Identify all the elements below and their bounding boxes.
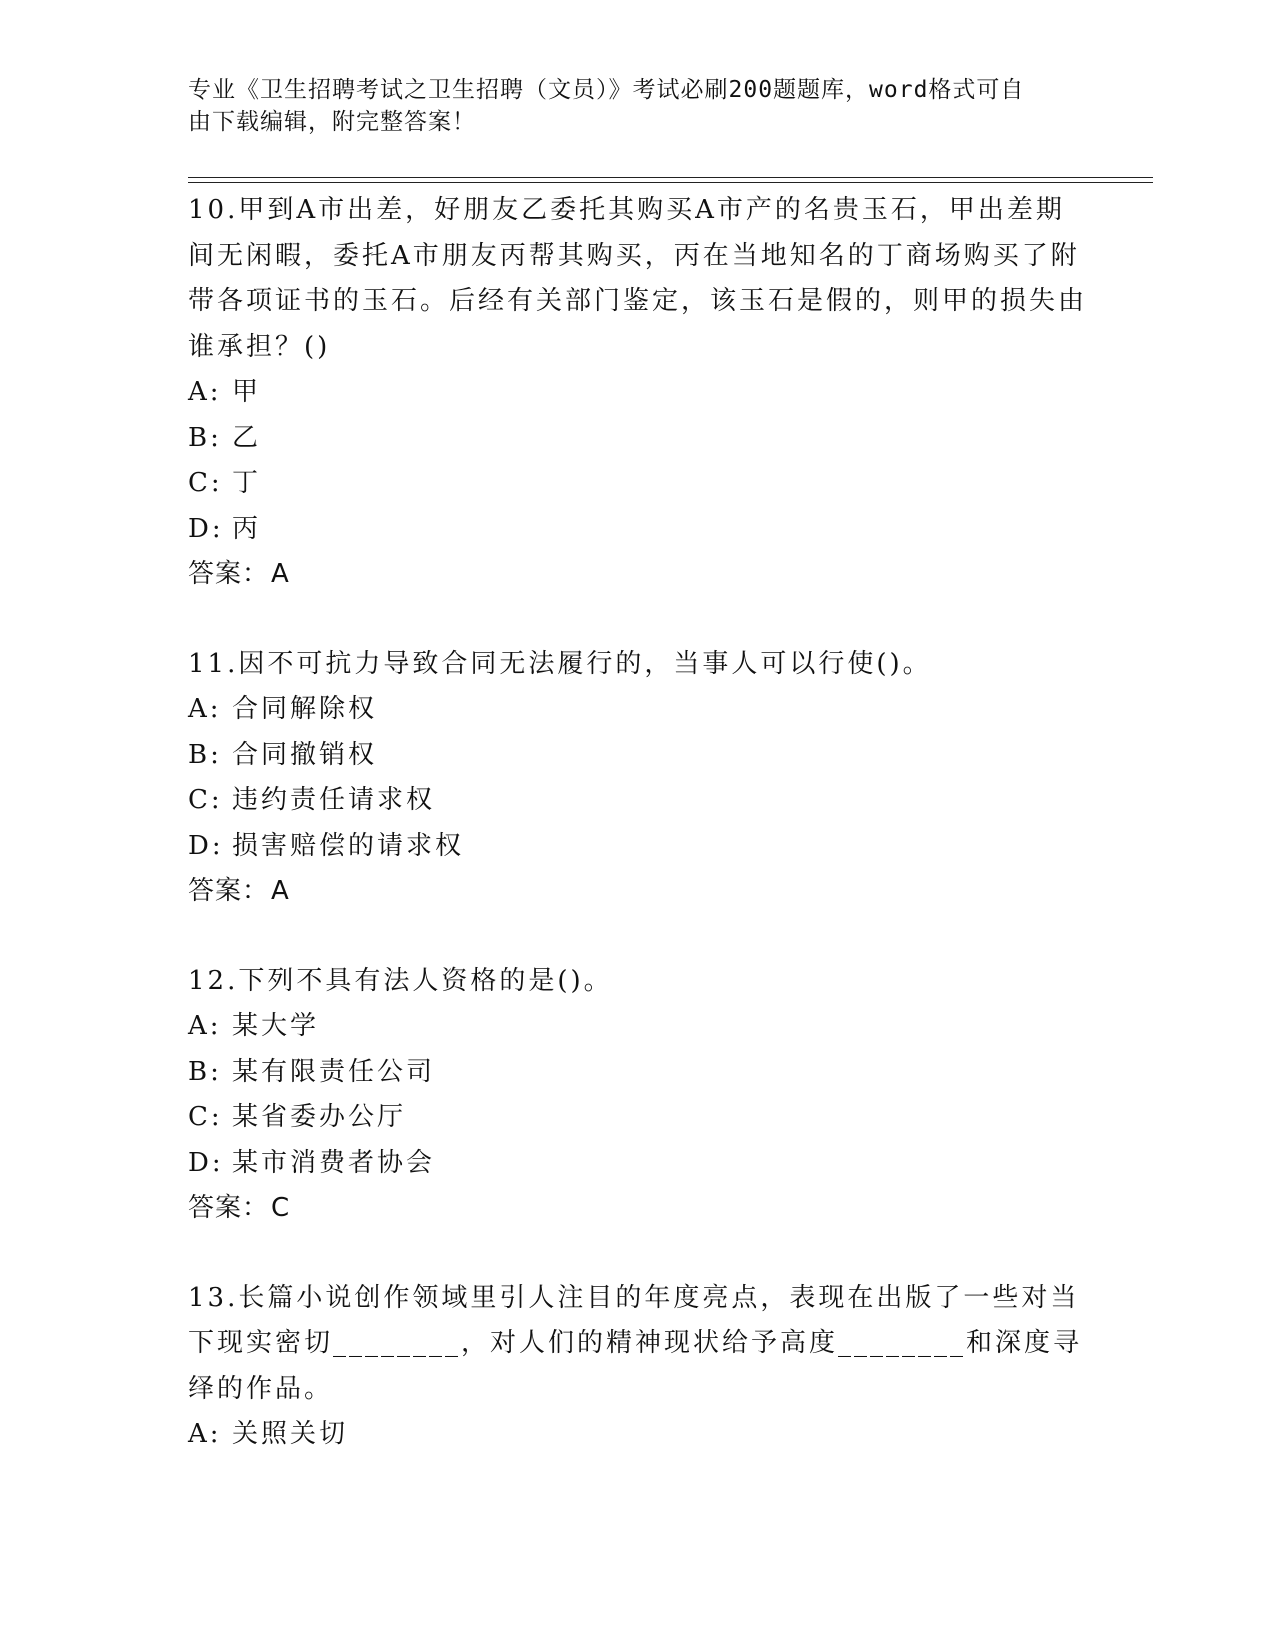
option-letter: D: [188, 1147, 224, 1178]
answer-value: C [271, 1193, 291, 1223]
option-text: 关照关切 [232, 1419, 349, 1449]
header-line-1: 专业《卫生招聘考试之卫生招聘（文员）》考试必刷200题题库，word格式可自 [188, 77, 1025, 103]
option-text: 某省委办公厅 [232, 1102, 407, 1132]
option-text: 丙 [232, 513, 262, 544]
question-11 [188, 642, 1088, 915]
option-text: 某大学 [232, 1011, 320, 1041]
answer-value: A [271, 876, 290, 906]
option-letter: C: [188, 468, 223, 498]
option-text: 某有限责任公司 [232, 1056, 436, 1087]
header-divider-bottom [188, 182, 1153, 183]
option-text: 甲 [232, 377, 262, 407]
option-c [188, 778, 1088, 824]
option-d [188, 507, 1088, 553]
option-letter: B: [188, 1056, 222, 1087]
option-letter: A: [188, 1011, 222, 1041]
option-a [188, 1004, 1088, 1050]
question-10 [188, 188, 1088, 598]
option-d [188, 824, 1088, 870]
answer-line [188, 1186, 1088, 1232]
option-letter: A: [188, 1419, 222, 1449]
option-c [188, 1095, 1088, 1141]
option-b [188, 416, 1088, 462]
answer-label: 答案： [188, 876, 270, 906]
option-b [188, 1050, 1088, 1096]
option-text: 丁 [232, 468, 262, 498]
option-text: 某市消费者协会 [232, 1147, 436, 1178]
option-text: 损害赔偿的请求权 [232, 830, 465, 861]
option-text: 违约责任请求权 [232, 785, 436, 815]
option-letter: D: [188, 830, 224, 861]
option-letter: B: [188, 422, 222, 453]
question-list [188, 188, 1088, 1502]
option-letter: C: [188, 1102, 223, 1132]
answer-label: 答案： [188, 1193, 270, 1223]
answer-line [188, 869, 1088, 915]
option-c [188, 461, 1088, 507]
option-letter: D: [188, 513, 224, 544]
option-letter: B: [188, 739, 222, 770]
option-text: 乙 [232, 422, 262, 453]
option-a [188, 370, 1088, 416]
option-text: 合同撤销权 [232, 739, 378, 770]
question-text: 12.下列不具有法人资格的是()。 [188, 965, 613, 996]
option-letter: A: [188, 694, 222, 724]
option-d [188, 1141, 1088, 1187]
question-12 [188, 959, 1088, 1232]
option-b [188, 733, 1088, 779]
question-text: 13.长篇小说创作领域里引人注目的年度亮点，表现在出版了一些对当下现实密切________，对人们的精神现状给予高度________和深度寻绎的作品。 [188, 1282, 1083, 1404]
option-a [188, 687, 1088, 733]
option-a [188, 1412, 1088, 1458]
header-divider-top [188, 177, 1153, 178]
question-text: 10.甲到A市出差，好朋友乙委托其购买A市产的名贵玉石，甲出差期间无闲暇，委托A市朋友丙帮其购买，丙在当地知名的丁商场购买了附带各项证书的玉石。后经有关部门鉴定，该玉石是假的，则甲的损失由谁承担？() [188, 195, 1088, 362]
answer-line [188, 552, 1088, 598]
question-13 [188, 1276, 1088, 1458]
option-letter: A: [188, 377, 222, 407]
document-header [188, 74, 1068, 138]
answer-label: 答案： [188, 559, 270, 589]
option-letter: C: [188, 785, 223, 815]
option-text: 合同解除权 [232, 694, 378, 724]
answer-value: A [271, 559, 290, 589]
question-text: 11.因不可抗力导致合同无法履行的，当事人可以行使()。 [188, 648, 932, 679]
header-line-2: 由下载编辑，附完整答案！ [188, 109, 476, 135]
